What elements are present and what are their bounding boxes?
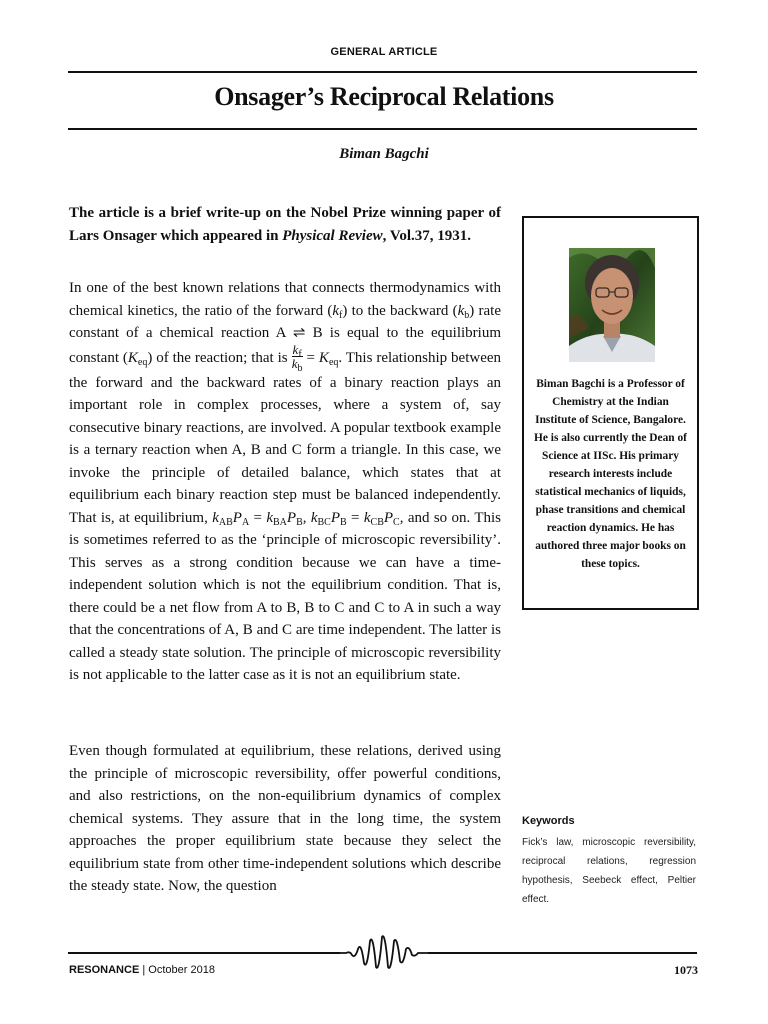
footer-rule-left [68,952,340,954]
keq-subscript: eq [328,356,339,368]
author-photo [569,248,655,362]
math-subscript: AB [218,516,233,528]
keywords-title: Keywords [522,815,575,827]
body-paragraph-1 [69,277,501,687]
math-subscript: B [340,516,347,528]
section-label: GENERAL ARTICLE [330,46,438,58]
article-title: Onsager’s Reciprocal Relations [214,82,554,111]
text: ) rate constant of a chemical reaction A ⇌ B is equal to the equilibrium constant ( [69,302,501,366]
keywords-list: Fick’s law, microscopic reversibility, reciprocal relations, regression hypothesis, Seebeck effect, Peltier effect. [522,837,696,905]
math-subscript: C [393,516,400,528]
keq-symbol: K [127,349,138,366]
math-symbol: k [266,509,273,526]
author-name: Biman Bagchi [339,146,429,162]
page-number: 1073 [674,963,698,977]
math-symbol: P [286,509,297,526]
kf-symbol: k [332,302,339,319]
numerator-subscript: f [298,348,302,360]
math-symbol: P [330,509,341,526]
math-symbol: P [383,509,394,526]
journal-name: Physical Review [282,227,383,244]
math-symbol: k [363,509,371,526]
math-symbol: P [232,509,242,526]
text: In one of the best known relations that connects thermodynamics with chemical kinetics, the ratio of the forward ( [69,280,501,319]
journal-name: RESONANCE [69,964,140,976]
separator: | [142,964,146,976]
kb-symbol: k [457,302,465,319]
resonance-wave-logo [338,935,430,971]
kf-subscript: f [339,309,343,321]
abstract-citation: , Vol.37, 1931. [382,227,471,244]
denominator-subscript: b [297,362,303,374]
footer-journal [69,964,215,976]
keq-symbol: K [318,349,329,366]
text: = [346,509,364,526]
author-bio-box [522,216,699,610]
math-subscript: CB [370,516,384,528]
text: , and so on. This is sometimes referred to as the ‘principle of microscopic reversibility’. This serves as a strong condition because we can have a time-independent solution which is not the equilibrium condition. That is, there could be a net flow from A to B, B to C and C to A in such a way that the concentrations of A, B and C are time independent. The latter is called a steady state solution. The principle of microscopic reversibility is not applicable to the latter case as it is not an equilibrium state. [69,509,501,683]
text: = [249,509,267,526]
top-rule [68,71,697,73]
math-symbol: k [310,509,318,526]
footer-rule-right [428,952,697,954]
numerator: k [292,341,299,357]
math-subscript: BC [317,516,331,528]
rate-ratio-fraction [291,341,303,374]
abstract-text: The article is a brief write-up on the Nobel Prize winning paper of Lars Onsager which appeared in [69,205,501,244]
kb-subscript: b [464,309,470,321]
text: , [302,509,311,526]
title-rule [68,128,697,130]
text: = [302,349,319,366]
math-subscript: A [241,516,250,528]
paragraph-text: Even though formulated at equilibrium, these relations, derived using the principle of microscopic reversibility, offer powerful conditions, and also restrictions, on the non-equilibrium dynamics of complex chemical systems. They assure that in the long time, the system approaches the proper equilibrium state because they select the equilibrium state from other time-independent solutions which describe the steady state. Now, the question [69,743,501,894]
text: ) to the backward ( [342,302,458,319]
keq-subscript: eq [137,356,148,368]
portrait-image [569,248,655,362]
text: ) of the reaction; that is [147,349,292,366]
author-bio: Biman Bagchi is a Professor of Chemistry at the Indian Institute of Science, Bangalore. He is also currently the Dean of Science at IISc. His primary research interests include statistical mechanics of liquids, phase transitions and chemical reaction dynamics. He has authored three major books on these topics. [534,378,687,570]
abstract [69,202,501,247]
text: . This relationship between the forward and the backward rates of a binary reaction plays an important role in complex processes, where a system of, say consecutive binary reactions, are involved. A popular textbook example is a ternary reaction when A, B and C form a triangle. In this case, we invoke the principle of detailed balance, which states that at equilibrium each binary reaction step must be balanced independently. That is, at equilibrium, [69,349,502,526]
denominator: k [291,355,298,371]
body-paragraph-2 [69,740,501,898]
math-symbol: k [212,509,219,526]
math-subscript: B [296,516,303,528]
math-subscript: BA [273,516,287,528]
issue-date: October 2018 [148,964,215,976]
